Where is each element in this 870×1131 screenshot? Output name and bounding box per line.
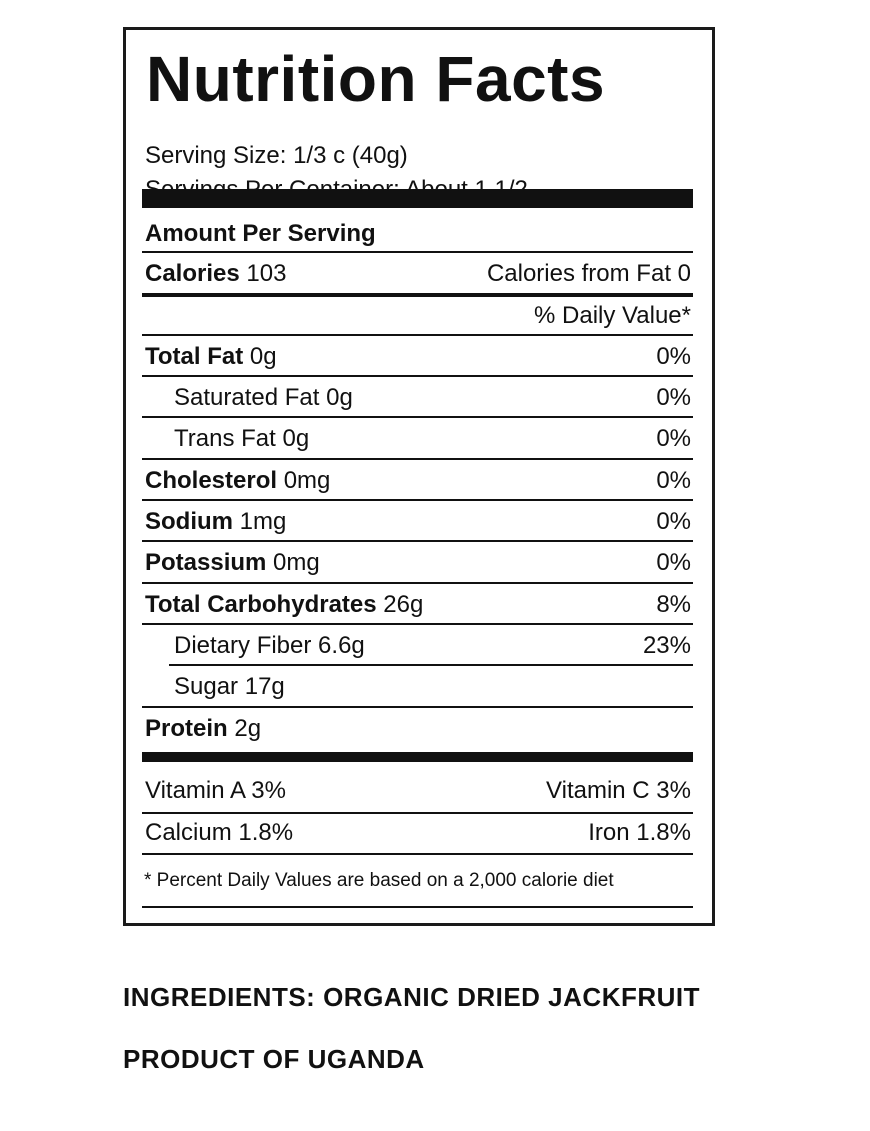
amount-per-serving-row [142,216,693,252]
nutrient-amount: 17g [244,673,285,700]
divider [142,334,693,336]
daily-value-header: % Daily Value* [534,302,691,329]
nutrient-amount: 26g [383,591,424,618]
calories-row [142,256,693,292]
nutrient-row-saturated-fat [142,380,693,416]
nutrient-text [145,504,286,540]
nutrient-text [145,587,423,623]
vitamin-right: Iron 1.8% [588,819,691,846]
divider [142,812,693,814]
nutrient-name: Potassium [145,549,267,576]
indented-divider [169,664,693,666]
nutrient-dv: 0% [656,384,691,411]
nutrient-row-dietary-fiber [142,628,693,664]
nutrient-dv: 0% [656,549,691,576]
nutrient-name: Cholesterol [145,467,278,494]
nutrient-amount: 0g [326,384,353,411]
nutrient-amount: 2g [234,715,262,742]
nutrient-text [174,669,285,705]
nutrient-amount: 0g [249,343,277,370]
calories-value: 103 [246,260,287,287]
nutrient-text [174,628,365,664]
nutrient-dv: 0% [656,508,691,535]
divider [142,375,693,377]
nutrient-text [145,339,277,375]
nutrient-row-potassium [142,545,693,581]
nutrient-name: Dietary Fiber [174,632,312,659]
origin-text: PRODUCT OF UGANDA [123,1044,425,1074]
nutrient-row-trans-fat [142,421,693,457]
divider [142,499,693,501]
nutrient-dv: 0% [656,343,691,370]
serving-size: Serving Size: 1/3 c (40g) [145,142,408,169]
calories-text [145,256,286,292]
vitamin-left: Calcium 1.8% [145,819,294,846]
nutrient-text [174,421,309,457]
nutrient-name: Sodium [145,508,233,535]
daily-value-header-row [142,298,693,334]
ingredients-text: INGREDIENTS: ORGANIC DRIED JACKFRUIT [123,982,701,1012]
divider [142,416,693,418]
nutrient-amount: 0mg [283,467,331,494]
divider [142,623,693,625]
amount-per-serving-label: Amount Per Serving [145,220,376,247]
nutrient-row-sugar [142,669,693,705]
nutrient-amount: 0g [282,425,310,452]
nutrient-amount: 0mg [273,549,320,576]
nutrient-name: Saturated Fat [174,384,320,411]
divider [142,582,693,584]
divider [142,906,693,908]
divider [142,853,693,855]
nutrient-name: Total Fat [145,343,244,370]
vitamin-right: Vitamin C 3% [546,777,691,804]
divider [142,251,693,253]
calories-from-fat: Calories from Fat 0 [486,260,691,287]
medium-divider [142,293,693,297]
nutrient-text [145,463,330,499]
nutrient-dv: 8% [656,591,691,618]
divider [142,458,693,460]
nutrient-row-total-fat [142,339,693,375]
nutrient-name: Sugar [174,673,239,700]
vitamin-row-calcium-iron [142,815,693,851]
nutrient-dv: 0% [656,425,691,452]
nutrient-amount: 6.6g [318,632,365,659]
nutrient-name: Protein [145,715,228,742]
nutrient-row-sodium [142,504,693,540]
divider [142,706,693,708]
label-title: Nutrition Facts [146,43,606,115]
nutrient-row-total-carbohydrates [142,587,693,623]
divider [142,540,693,542]
vitamin-row-a-c [142,773,693,809]
nutrient-dv: 23% [642,632,691,659]
nutrient-dv: 0% [656,467,691,494]
nutrient-name: Total Carbohydrates [145,591,377,618]
calories-label: Calories [145,260,240,287]
nutrient-row-cholesterol [142,463,693,499]
nutrition-facts-label [123,27,715,926]
nutrient-amount: 1mg [239,508,287,535]
nutrient-text [145,545,320,581]
footnote: * Percent Daily Values are based on a 2,000 calorie diet [144,870,614,891]
nutrient-text [174,380,353,416]
vitamin-left: Vitamin A 3% [145,777,286,804]
nutrient-text [145,711,261,747]
nutrient-row-protein [142,711,693,747]
label-content [142,30,693,923]
nutrient-name: Trans Fat [174,425,276,452]
thick-divider [142,752,693,762]
thick-divider [142,189,693,208]
